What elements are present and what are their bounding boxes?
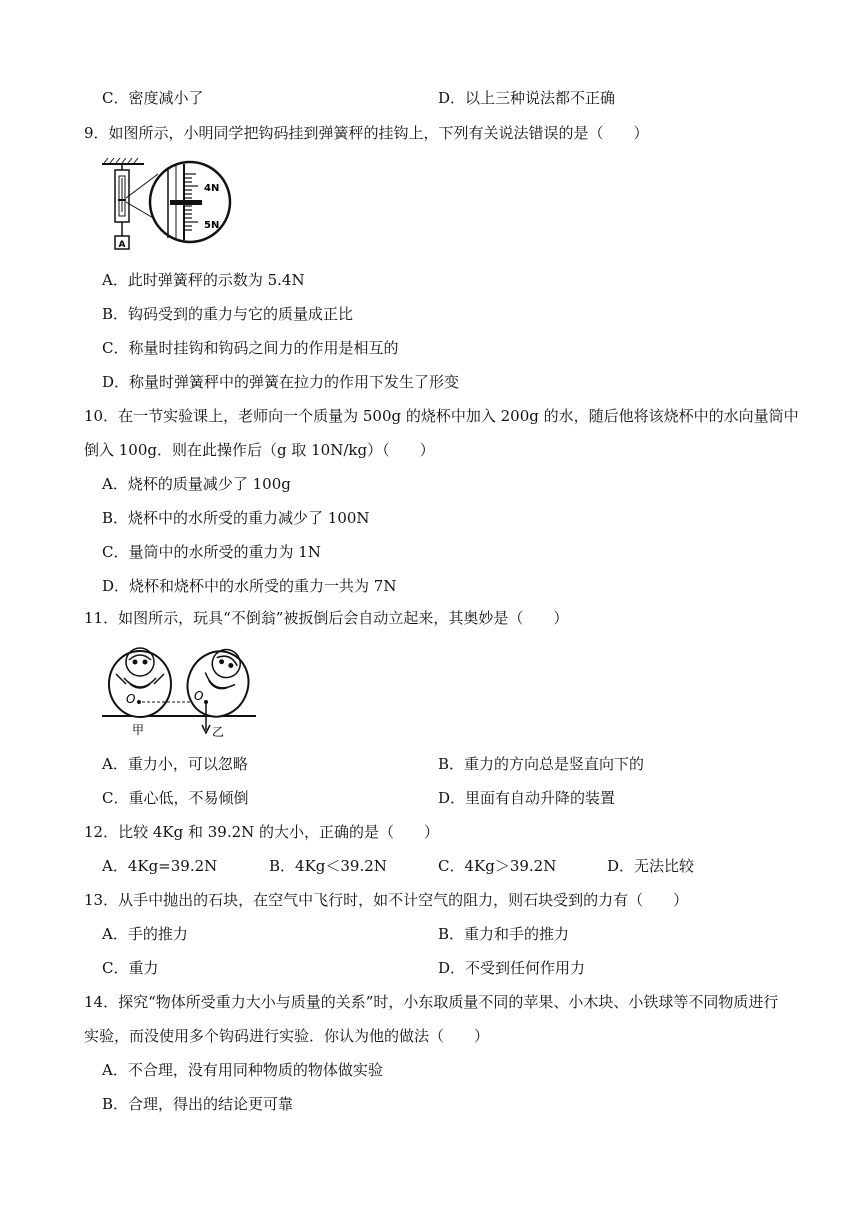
q11-option-d: D．里面有自动升降的装置 (438, 789, 616, 807)
q9-option-b: B．钩码受到的重力与它的质量成正比 (102, 305, 354, 323)
scale-label-4n: 4N (204, 183, 220, 194)
q14-option-b: B．合理，得出的结论更可靠 (102, 1095, 294, 1113)
center-o1-label: O (126, 692, 136, 706)
q13-option-c: C．重力 (102, 959, 159, 977)
q13-stem: 13．从手中抛出的石块，在空气中飞行时，如不计空气的阻力，则石块受到的力有（ ） (84, 891, 689, 909)
center-o2-label: O (194, 689, 204, 703)
q9-spring-scale-figure (100, 156, 290, 256)
q13-option-a: A．手的推力 (102, 925, 188, 943)
q13-option-b: B．重力和手的推力 (438, 925, 570, 943)
q8-option-c: C．密度减小了 (102, 89, 204, 107)
q13-option-d: D．不受到任何作用力 (438, 959, 586, 977)
q10-stem-line1: 10．在一节实验课上，老师向一个质量为 500g 的烧杯中加入 200g 的水，随后他将该烧杯中的水向量筒中 (84, 407, 799, 425)
q12-option-b: B．4Kg＜39.2N (269, 857, 387, 875)
q10-option-d: D．烧杯和烧杯中的水所受的重力一共为 7N (102, 577, 397, 595)
q14-stem-line1: 14．探究“物体所受重力大小与质量的关系”时，小东取质量不同的苹果、小木块、小铁球等不同物质进行 (84, 993, 779, 1011)
q11-option-c: C．重心低，不易倾倒 (102, 789, 249, 807)
q10-option-a: A．烧杯的质量减少了 100g (102, 475, 291, 493)
q9-option-a: A．此时弹簧秤的示数为 5.4N (102, 271, 305, 289)
label-jia: 甲 (132, 723, 145, 737)
q10-stem-line2: 倒入 100g．则在此操作后（g 取 10N/kg）（ ） (84, 441, 435, 459)
q12-option-a: A．4Kg=39.2N (102, 857, 218, 875)
q11-option-b: B．重力的方向总是竖直向下的 (438, 755, 645, 773)
q9-option-d: D．称量时弹簧秤中的弹簧在拉力的作用下发生了形变 (102, 373, 460, 391)
q11-option-a: A．重力小，可以忽略 (102, 755, 248, 773)
q14-stem-line2: 实验，而没使用多个钩码进行实验．你认为他的做法（ ） (84, 1027, 490, 1045)
q10-option-b: B．烧杯中的水所受的重力减少了 100N (102, 509, 370, 527)
q8-option-d: D．以上三种说法都不正确 (438, 89, 616, 107)
q11-stem: 11．如图所示，玩具“不倒翁”被扳倒后会自动立起来，其奥妙是（ ） (84, 609, 569, 627)
q9-stem: 9．如图所示，小明同学把钩码挂到弹簧秤的挂钩上，下列有关说法错误的是（ ） (84, 124, 649, 142)
q12-option-c: C．4Kg＞39.2N (438, 857, 557, 875)
q14-option-a: A．不合理，没有用同种物质的物体做实验 (102, 1061, 383, 1079)
q9-option-c: C．称量时挂钩和钩码之间力的作用是相互的 (102, 339, 399, 357)
q12-option-d: D．无法比较 (607, 857, 695, 875)
q12-stem: 12．比较 4Kg 和 39.2N 的大小，正确的是（ ） (84, 823, 440, 841)
weight-label-a: A (118, 240, 126, 250)
q11-tumbler-toy-figure (102, 640, 258, 740)
label-yi: 乙 (212, 725, 225, 739)
q10-option-c: C．量筒中的水所受的重力为 1N (102, 543, 321, 561)
scale-label-5n: 5N (204, 220, 220, 231)
